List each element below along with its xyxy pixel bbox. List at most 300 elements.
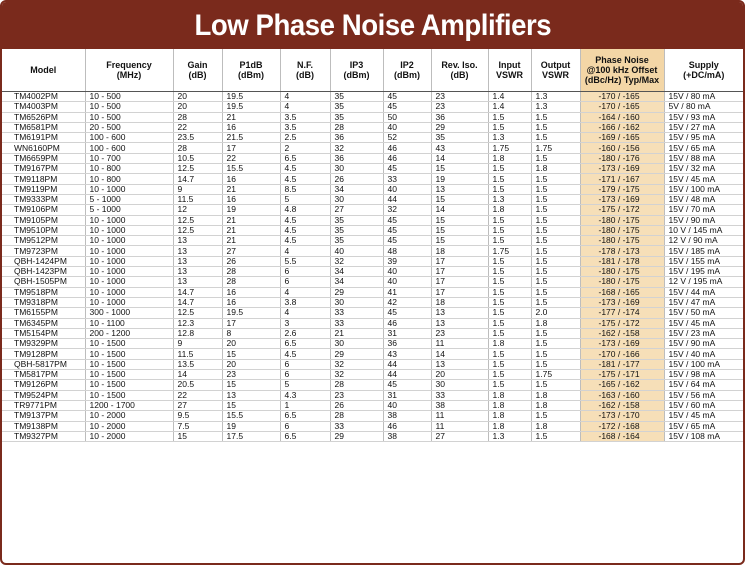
cell-input-vswr: 1.5 xyxy=(488,287,531,297)
cell-nf: 4.8 xyxy=(280,205,330,215)
cell-supply: 15V / 100 mA xyxy=(664,359,743,369)
cell-output-vswr: 1.5 xyxy=(531,380,580,390)
cell-output-vswr: 1.5 xyxy=(531,174,580,184)
cell-output-vswr: 1.5 xyxy=(531,225,580,235)
cell-supply: 15V / 64 mA xyxy=(664,380,743,390)
cell-model: TM9119PM xyxy=(2,184,85,194)
cell-p1db: 15.5 xyxy=(222,164,280,174)
cell-rev-iso: 15 xyxy=(431,164,488,174)
cell-gain: 12 xyxy=(173,205,222,215)
cell-p1db: 21 xyxy=(222,225,280,235)
cell-ip3: 32 xyxy=(330,370,383,380)
cell-supply: 15V / 185 mA xyxy=(664,246,743,256)
cell-rev-iso: 35 xyxy=(431,133,488,143)
amplifier-spec-table xyxy=(2,49,743,442)
cell-output-vswr: 2.0 xyxy=(531,308,580,318)
cell-rev-iso: 14 xyxy=(431,349,488,359)
cell-nf: 6 xyxy=(280,267,330,277)
cell-output-vswr: 1.5 xyxy=(531,256,580,266)
cell-rev-iso: 36 xyxy=(431,112,488,122)
cell-frequency: 10 - 1000 xyxy=(85,256,173,266)
cell-nf: 2.5 xyxy=(280,133,330,143)
cell-phase-noise: -175 / -172 xyxy=(580,318,664,328)
cell-phase-noise: -180 / -175 xyxy=(580,215,664,225)
cell-supply: 15V / 70 mA xyxy=(664,205,743,215)
cell-supply: 15V / 65 mA xyxy=(664,143,743,153)
cell-ip3: 28 xyxy=(330,411,383,421)
column-header-text: N.F. xyxy=(296,60,313,70)
cell-frequency: 10 - 800 xyxy=(85,164,173,174)
cell-input-vswr: 1.3 xyxy=(488,194,531,204)
cell-gain: 12.8 xyxy=(173,328,222,338)
cell-model: TM6581PM xyxy=(2,122,85,132)
cell-supply: 15V / 90 mA xyxy=(664,339,743,349)
cell-nf: 4.5 xyxy=(280,349,330,359)
cell-gain: 12.5 xyxy=(173,215,222,225)
cell-p1db: 17.5 xyxy=(222,431,280,441)
cell-rev-iso: 29 xyxy=(431,122,488,132)
cell-supply: 15V / 23 mA xyxy=(664,328,743,338)
column-header-text: (dBm) xyxy=(343,70,370,80)
cell-rev-iso: 18 xyxy=(431,297,488,307)
cell-supply: 12 V / 195 mA xyxy=(664,277,743,287)
cell-frequency: 20 - 500 xyxy=(85,122,173,132)
cell-input-vswr: 1.3 xyxy=(488,431,531,441)
cell-phase-noise: -162 / -158 xyxy=(580,328,664,338)
cell-rev-iso: 38 xyxy=(431,400,488,410)
cell-gain: 11.5 xyxy=(173,194,222,204)
cell-supply: 15V / 50 mA xyxy=(664,308,743,318)
title-banner xyxy=(2,2,743,49)
cell-nf: 4 xyxy=(280,102,330,112)
cell-input-vswr: 1.5 xyxy=(488,380,531,390)
column-header-nf xyxy=(280,49,330,92)
cell-output-vswr: 1.5 xyxy=(531,411,580,421)
cell-model: QBH-1423PM xyxy=(2,267,85,277)
table-row xyxy=(2,205,743,215)
cell-output-vswr: 1.5 xyxy=(531,431,580,441)
cell-phase-noise: -180 / -175 xyxy=(580,236,664,246)
cell-input-vswr: 1.5 xyxy=(488,297,531,307)
cell-model: TM5817PM xyxy=(2,370,85,380)
cell-ip3: 35 xyxy=(330,92,383,102)
cell-p1db: 16 xyxy=(222,194,280,204)
cell-rev-iso: 30 xyxy=(431,380,488,390)
cell-frequency: 10 - 1000 xyxy=(85,277,173,287)
cell-ip2: 38 xyxy=(383,411,431,421)
cell-output-vswr: 1.5 xyxy=(531,246,580,256)
cell-ip2: 44 xyxy=(383,359,431,369)
column-header-text: @100 kHz Offset xyxy=(586,65,658,75)
cell-ip2: 44 xyxy=(383,194,431,204)
column-header-output-vswr xyxy=(531,49,580,92)
column-header-text: Model xyxy=(30,65,57,75)
cell-nf: 6.5 xyxy=(280,411,330,421)
cell-frequency: 10 - 1000 xyxy=(85,287,173,297)
table-header-row xyxy=(2,49,743,92)
cell-rev-iso: 13 xyxy=(431,359,488,369)
cell-output-vswr: 1.8 xyxy=(531,318,580,328)
table-row xyxy=(2,287,743,297)
cell-gain: 7.5 xyxy=(173,421,222,431)
cell-gain: 9 xyxy=(173,184,222,194)
cell-phase-noise: -160 / -156 xyxy=(580,143,664,153)
cell-frequency: 5 - 1000 xyxy=(85,205,173,215)
cell-output-vswr: 1.75 xyxy=(531,370,580,380)
cell-input-vswr: 1.5 xyxy=(488,328,531,338)
cell-p1db: 19.5 xyxy=(222,92,280,102)
table-row xyxy=(2,92,743,102)
table-row xyxy=(2,318,743,328)
cell-gain: 20.5 xyxy=(173,380,222,390)
cell-input-vswr: 1.8 xyxy=(488,205,531,215)
cell-ip3: 35 xyxy=(330,236,383,246)
cell-p1db: 13 xyxy=(222,390,280,400)
cell-nf: 2 xyxy=(280,143,330,153)
table-row xyxy=(2,277,743,287)
cell-output-vswr: 1.5 xyxy=(531,267,580,277)
table-row xyxy=(2,380,743,390)
cell-model: TM5154PM xyxy=(2,328,85,338)
cell-nf: 5.5 xyxy=(280,256,330,266)
column-header-text: Phase Noise xyxy=(595,55,649,65)
cell-gain: 20 xyxy=(173,92,222,102)
cell-model: TM6191PM xyxy=(2,133,85,143)
cell-p1db: 20 xyxy=(222,359,280,369)
cell-output-vswr: 1.5 xyxy=(531,112,580,122)
cell-supply: 15V / 27 mA xyxy=(664,122,743,132)
cell-ip3: 29 xyxy=(330,431,383,441)
cell-input-vswr: 1.4 xyxy=(488,92,531,102)
cell-nf: 4.3 xyxy=(280,390,330,400)
cell-ip3: 26 xyxy=(330,400,383,410)
cell-p1db: 19 xyxy=(222,421,280,431)
cell-p1db: 16 xyxy=(222,174,280,184)
cell-nf: 1 xyxy=(280,400,330,410)
table-row xyxy=(2,297,743,307)
cell-gain: 28 xyxy=(173,112,222,122)
table-row xyxy=(2,225,743,235)
cell-ip3: 33 xyxy=(330,308,383,318)
cell-supply: 15V / 45 mA xyxy=(664,318,743,328)
cell-phase-noise: -166 / -162 xyxy=(580,122,664,132)
cell-rev-iso: 15 xyxy=(431,236,488,246)
table-row xyxy=(2,256,743,266)
cell-phase-noise: -171 / -167 xyxy=(580,174,664,184)
column-header-ip3 xyxy=(330,49,383,92)
cell-ip2: 31 xyxy=(383,328,431,338)
cell-frequency: 10 - 800 xyxy=(85,174,173,184)
cell-gain: 13 xyxy=(173,236,222,246)
cell-supply: 15V / 60 mA xyxy=(664,400,743,410)
cell-input-vswr: 1.5 xyxy=(488,236,531,246)
cell-supply: 15V / 32 mA xyxy=(664,164,743,174)
column-header-text: VSWR xyxy=(496,70,523,80)
cell-rev-iso: 27 xyxy=(431,431,488,441)
cell-rev-iso: 13 xyxy=(431,184,488,194)
cell-nf: 4 xyxy=(280,287,330,297)
cell-rev-iso: 19 xyxy=(431,174,488,184)
cell-input-vswr: 1.5 xyxy=(488,267,531,277)
cell-model: TM9105PM xyxy=(2,215,85,225)
cell-ip3: 30 xyxy=(330,339,383,349)
column-header-p1db xyxy=(222,49,280,92)
cell-output-vswr: 1.8 xyxy=(531,390,580,400)
cell-phase-noise: -181 / -177 xyxy=(580,359,664,369)
cell-input-vswr: 1.5 xyxy=(488,370,531,380)
cell-supply: 15V / 48 mA xyxy=(664,194,743,204)
cell-gain: 9 xyxy=(173,339,222,349)
cell-frequency: 10 - 1500 xyxy=(85,370,173,380)
cell-ip2: 40 xyxy=(383,184,431,194)
cell-rev-iso: 23 xyxy=(431,102,488,112)
cell-ip2: 48 xyxy=(383,246,431,256)
cell-p1db: 15 xyxy=(222,380,280,390)
cell-p1db: 21 xyxy=(222,184,280,194)
table-body xyxy=(2,92,743,442)
cell-frequency: 10 - 1500 xyxy=(85,390,173,400)
cell-frequency: 200 - 1200 xyxy=(85,328,173,338)
cell-ip3: 21 xyxy=(330,328,383,338)
cell-input-vswr: 1.75 xyxy=(488,143,531,153)
cell-ip2: 33 xyxy=(383,174,431,184)
table-row xyxy=(2,215,743,225)
cell-ip3: 29 xyxy=(330,287,383,297)
cell-nf: 4.5 xyxy=(280,164,330,174)
cell-rev-iso: 11 xyxy=(431,421,488,431)
cell-output-vswr: 1.5 xyxy=(531,287,580,297)
column-header-text: IP2 xyxy=(400,60,414,70)
cell-frequency: 10 - 1500 xyxy=(85,349,173,359)
cell-output-vswr: 1.5 xyxy=(531,236,580,246)
column-header-text: (dB) xyxy=(296,70,314,80)
cell-output-vswr: 1.5 xyxy=(531,297,580,307)
cell-nf: 4.5 xyxy=(280,236,330,246)
table-row xyxy=(2,112,743,122)
cell-input-vswr: 1.5 xyxy=(488,318,531,328)
cell-ip3: 35 xyxy=(330,102,383,112)
cell-rev-iso: 13 xyxy=(431,308,488,318)
cell-ip3: 32 xyxy=(330,143,383,153)
cell-gain: 14.7 xyxy=(173,287,222,297)
cell-ip3: 32 xyxy=(330,359,383,369)
cell-frequency: 10 - 1000 xyxy=(85,225,173,235)
cell-supply: 15V / 56 mA xyxy=(664,390,743,400)
cell-ip2: 50 xyxy=(383,112,431,122)
cell-ip2: 52 xyxy=(383,133,431,143)
cell-ip3: 34 xyxy=(330,277,383,287)
cell-frequency: 5 - 1000 xyxy=(85,194,173,204)
cell-ip2: 40 xyxy=(383,277,431,287)
column-header-ip2 xyxy=(383,49,431,92)
cell-p1db: 15 xyxy=(222,400,280,410)
column-header-text: Supply xyxy=(688,60,719,70)
cell-phase-noise: -180 / -175 xyxy=(580,267,664,277)
cell-model: QBH-1424PM xyxy=(2,256,85,266)
cell-phase-noise: -169 / -165 xyxy=(580,133,664,143)
table-row xyxy=(2,349,743,359)
column-header-gain xyxy=(173,49,222,92)
cell-p1db: 23 xyxy=(222,370,280,380)
cell-frequency: 300 - 1000 xyxy=(85,308,173,318)
column-header-text: (dBc/Hz) Typ/Max xyxy=(584,75,660,85)
cell-p1db: 17 xyxy=(222,318,280,328)
cell-p1db: 26 xyxy=(222,256,280,266)
cell-frequency: 10 - 2000 xyxy=(85,421,173,431)
cell-ip2: 42 xyxy=(383,297,431,307)
cell-model: TM9118PM xyxy=(2,174,85,184)
cell-ip3: 30 xyxy=(330,194,383,204)
cell-p1db: 28 xyxy=(222,277,280,287)
cell-ip2: 43 xyxy=(383,349,431,359)
cell-frequency: 10 - 1500 xyxy=(85,339,173,349)
cell-ip3: 35 xyxy=(330,215,383,225)
cell-rev-iso: 17 xyxy=(431,256,488,266)
cell-ip2: 39 xyxy=(383,256,431,266)
cell-input-vswr: 1.8 xyxy=(488,421,531,431)
column-header-rev-iso xyxy=(431,49,488,92)
cell-model: TM6345PM xyxy=(2,318,85,328)
cell-ip2: 40 xyxy=(383,122,431,132)
cell-frequency: 10 - 500 xyxy=(85,102,173,112)
cell-ip3: 34 xyxy=(330,184,383,194)
cell-supply: 15V / 98 mA xyxy=(664,370,743,380)
cell-rev-iso: 17 xyxy=(431,277,488,287)
cell-model: TM9510PM xyxy=(2,225,85,235)
cell-output-vswr: 1.5 xyxy=(531,277,580,287)
cell-rev-iso: 15 xyxy=(431,194,488,204)
cell-phase-noise: -173 / -170 xyxy=(580,411,664,421)
cell-nf: 6 xyxy=(280,359,330,369)
cell-frequency: 100 - 600 xyxy=(85,133,173,143)
cell-ip2: 40 xyxy=(383,267,431,277)
cell-model: WN6160PM xyxy=(2,143,85,153)
cell-model: TM9518PM xyxy=(2,287,85,297)
cell-model: TM9318PM xyxy=(2,297,85,307)
cell-phase-noise: -177 / -174 xyxy=(580,308,664,318)
cell-frequency: 10 - 2000 xyxy=(85,431,173,441)
cell-nf: 8.5 xyxy=(280,184,330,194)
table-row xyxy=(2,174,743,184)
cell-input-vswr: 1.5 xyxy=(488,174,531,184)
table-row xyxy=(2,359,743,369)
cell-output-vswr: 1.75 xyxy=(531,143,580,153)
cell-nf: 3 xyxy=(280,318,330,328)
cell-model: TM9167PM xyxy=(2,164,85,174)
cell-model: TM9329PM xyxy=(2,339,85,349)
cell-nf: 3.8 xyxy=(280,297,330,307)
cell-model: QBH-1505PM xyxy=(2,277,85,287)
cell-ip3: 33 xyxy=(330,421,383,431)
cell-ip3: 26 xyxy=(330,174,383,184)
cell-output-vswr: 1.5 xyxy=(531,205,580,215)
cell-frequency: 10 - 1500 xyxy=(85,359,173,369)
cell-output-vswr: 1.3 xyxy=(531,102,580,112)
cell-output-vswr: 1.8 xyxy=(531,421,580,431)
cell-ip2: 31 xyxy=(383,390,431,400)
cell-gain: 14.7 xyxy=(173,297,222,307)
table-row xyxy=(2,328,743,338)
cell-supply: 5V / 80 mA xyxy=(664,102,743,112)
cell-p1db: 16 xyxy=(222,297,280,307)
cell-p1db: 21.5 xyxy=(222,133,280,143)
cell-gain: 13 xyxy=(173,246,222,256)
cell-nf: 4.5 xyxy=(280,225,330,235)
cell-model: TM9106PM xyxy=(2,205,85,215)
cell-input-vswr: 1.5 xyxy=(488,256,531,266)
cell-rev-iso: 17 xyxy=(431,287,488,297)
cell-input-vswr: 1.5 xyxy=(488,215,531,225)
cell-model: TM9723PM xyxy=(2,246,85,256)
cell-ip3: 27 xyxy=(330,205,383,215)
cell-output-vswr: 1.5 xyxy=(531,194,580,204)
cell-input-vswr: 1.8 xyxy=(488,339,531,349)
cell-model: TM9128PM xyxy=(2,349,85,359)
cell-supply: 15V / 95 mA xyxy=(664,133,743,143)
cell-gain: 12.5 xyxy=(173,308,222,318)
column-header-input-vswr xyxy=(488,49,531,92)
cell-phase-noise: -168 / -164 xyxy=(580,431,664,441)
column-header-text: (dBm) xyxy=(394,70,420,80)
cell-p1db: 19 xyxy=(222,205,280,215)
cell-rev-iso: 11 xyxy=(431,411,488,421)
cell-rev-iso: 13 xyxy=(431,318,488,328)
column-header-text: Output xyxy=(540,60,571,70)
cell-output-vswr: 1.5 xyxy=(531,349,580,359)
cell-ip2: 45 xyxy=(383,164,431,174)
cell-p1db: 21 xyxy=(222,236,280,246)
cell-ip2: 45 xyxy=(383,102,431,112)
cell-input-vswr: 1.5 xyxy=(488,225,531,235)
cell-input-vswr: 1.8 xyxy=(488,400,531,410)
cell-model: TM9126PM xyxy=(2,380,85,390)
table-row xyxy=(2,153,743,163)
cell-supply: 15V / 80 mA xyxy=(664,92,743,102)
cell-gain: 20 xyxy=(173,102,222,112)
table-row xyxy=(2,164,743,174)
cell-supply: 10 V / 145 mA xyxy=(664,225,743,235)
cell-p1db: 21 xyxy=(222,215,280,225)
cell-frequency: 1200 - 1700 xyxy=(85,400,173,410)
cell-frequency: 10 - 1000 xyxy=(85,236,173,246)
cell-model: TM9138PM xyxy=(2,421,85,431)
cell-gain: 23.5 xyxy=(173,133,222,143)
cell-frequency: 10 - 1500 xyxy=(85,380,173,390)
cell-output-vswr: 1.5 xyxy=(531,359,580,369)
cell-p1db: 15 xyxy=(222,349,280,359)
cell-p1db: 27 xyxy=(222,246,280,256)
cell-supply: 15V / 65 mA xyxy=(664,421,743,431)
cell-model: TR9771PM xyxy=(2,400,85,410)
cell-phase-noise: -173 / -169 xyxy=(580,297,664,307)
cell-supply: 15V / 108 mA xyxy=(664,431,743,441)
cell-gain: 14 xyxy=(173,370,222,380)
cell-nf: 4 xyxy=(280,308,330,318)
cell-frequency: 10 - 1000 xyxy=(85,267,173,277)
cell-nf: 6 xyxy=(280,277,330,287)
cell-output-vswr: 1.5 xyxy=(531,328,580,338)
cell-model: TM6155PM xyxy=(2,308,85,318)
cell-gain: 12.5 xyxy=(173,225,222,235)
cell-gain: 12.3 xyxy=(173,318,222,328)
column-header-text: (dB) xyxy=(188,70,207,80)
cell-rev-iso: 23 xyxy=(431,328,488,338)
cell-input-vswr: 1.8 xyxy=(488,390,531,400)
column-header-text: VSWR xyxy=(542,70,569,80)
table-row xyxy=(2,400,743,410)
cell-gain: 12.5 xyxy=(173,164,222,174)
cell-model: TM9512PM xyxy=(2,236,85,246)
